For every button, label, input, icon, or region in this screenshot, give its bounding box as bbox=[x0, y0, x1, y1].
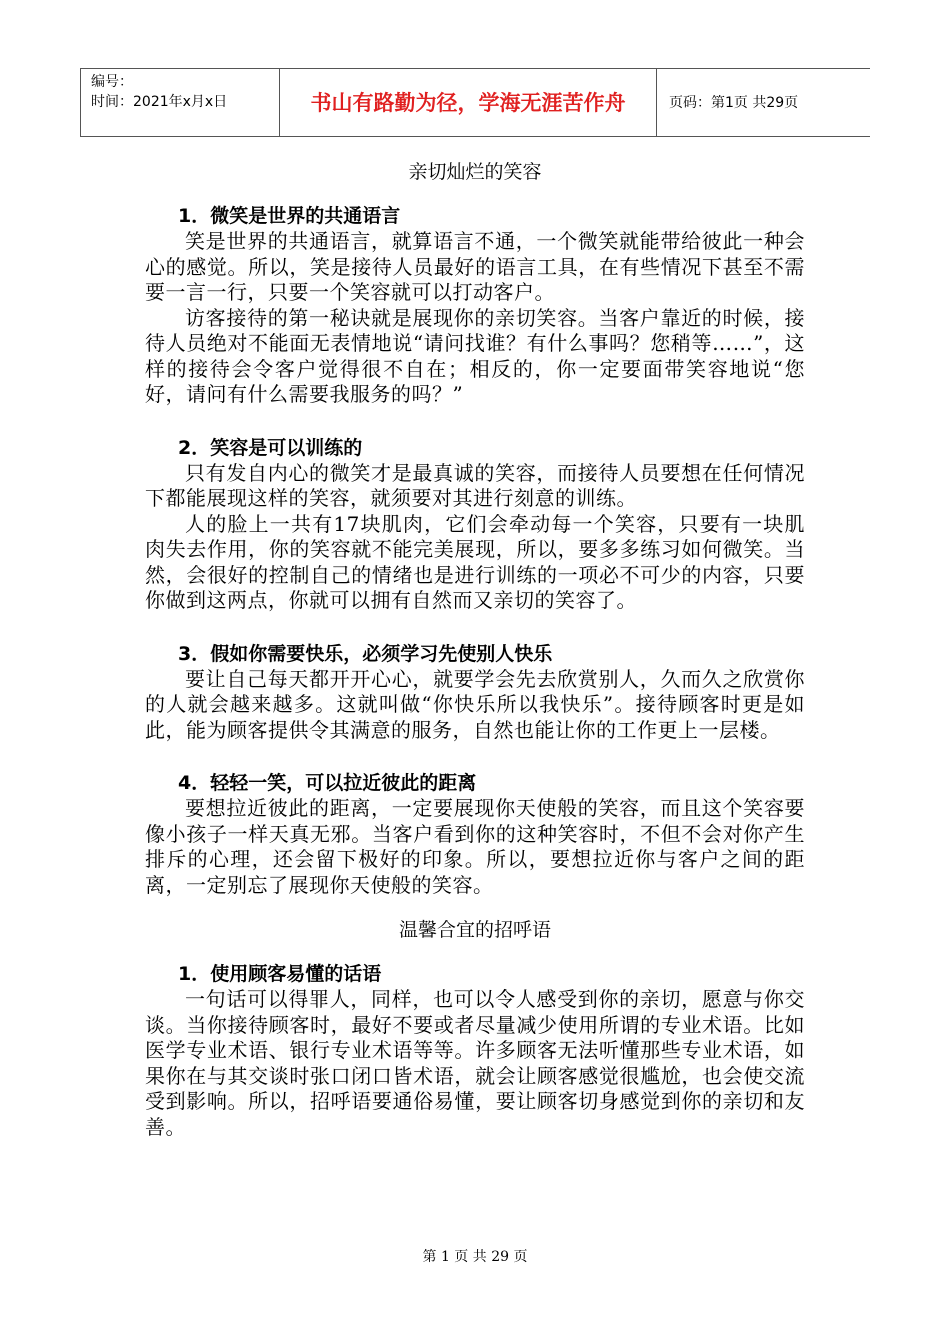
paragraph: 要想拉近彼此的距离，一定要展现你天使般的笑容，而且这个笑容要像小孩子一样天真无邪。当客户看到你的这种笑容时，不但不会对你产生排斥的心理，还会留下极好的印象。所以，要想拉近你与客户之间的距离，一定别忘了展现你天使般的笑容。 bbox=[145, 796, 805, 897]
header-motto: 书山有路勤为径，学海无涯苦作舟 bbox=[280, 68, 657, 136]
section-title: 亲切灿烂的笑容 bbox=[408, 161, 542, 183]
subsection-heading: 4．轻轻一笑，可以拉近彼此的距离 bbox=[178, 772, 477, 794]
paragraph: 访客接待的第一秘诀就是展现你的亲切笑容。当客户靠近的时候，接待人员绝对不能面无表情地说“请问找谁？有什么事吗？您稍等……”，这样的接待会令客户觉得很不自在；相反的，你一定要面带笑容地说“您好，请问有什么需要我服务的吗？” bbox=[145, 305, 805, 406]
subsection-heading: 1．使用顾客易懂的话语 bbox=[178, 963, 382, 985]
subsection-heading: 1．微笑是世界的共通语言 bbox=[178, 205, 401, 227]
paragraph: 人的脸上一共有17块肌肉，它们会牵动每一个笑容，只要有一块肌肉失去作用，你的笑容就不能完美展现，所以，要多多练习如何微笑。当然，会很好的控制自己的情绪也是进行训练的一项必不可少的内容，只要你做到这两点，你就可以拥有自然而又亲切的笑容了。 bbox=[145, 511, 805, 612]
page-header bbox=[80, 68, 870, 136]
section-title: 温馨合宜的招呼语 bbox=[398, 919, 551, 941]
document-body bbox=[145, 152, 805, 1140]
header-bottom-rule bbox=[80, 136, 870, 137]
subsection-heading: 2．笑容是可以训练的 bbox=[178, 436, 363, 459]
page-footer: 第 1 页 共 29 页 bbox=[422, 1249, 528, 1265]
paragraph: 只有发自内心的微笑才是最真诚的笑容，而接待人员要想在任何情况下都能展现这样的笑容，就须要对其进行刻意的训练。 bbox=[145, 460, 805, 510]
paragraph: 要让自己每天都开开心心，就要学会先去欣赏别人，久而久之欣赏你的人就会越来越多。这就叫做“你快乐所以我快乐”。接待顾客时更是如此，能为顾客提供令其满意的服务，自然也能让你的工作更上一层楼。 bbox=[145, 666, 805, 742]
paragraph: 一句话可以得罪人，同样，也可以令人感受到你的亲切，愿意与你交谈。当你接待顾客时，最好不要或者尽量减少使用所谓的专业术语。比如医学专业术语、银行专业术语等等。许多顾客无法听懂那些专业术语，如果你在与其交谈时张口闭口皆术语，就会让顾客感觉很尴尬，也会使交流受到影响。所以，招呼语要通俗易懂，要让顾客切身感觉到你的亲切和友善。 bbox=[145, 987, 805, 1139]
header-page-info: 页码：第1页 共29页 bbox=[669, 95, 799, 111]
header-meta bbox=[80, 68, 280, 136]
document-date-label: 时间：2021年x月x日 bbox=[91, 94, 228, 110]
subsection-heading: 3．假如你需要快乐，必须学习先使别人快乐 bbox=[178, 642, 553, 665]
paragraph: 笑是世界的共通语言，就算语言不通，一个微笑就能带给彼此一种会心的感觉。所以，笑是接待人员最好的语言工具，在有些情况下甚至不需要一言一行，只要一个笑容就可以打动客户。 bbox=[145, 229, 805, 304]
document-code-label: 编号： bbox=[91, 74, 133, 90]
